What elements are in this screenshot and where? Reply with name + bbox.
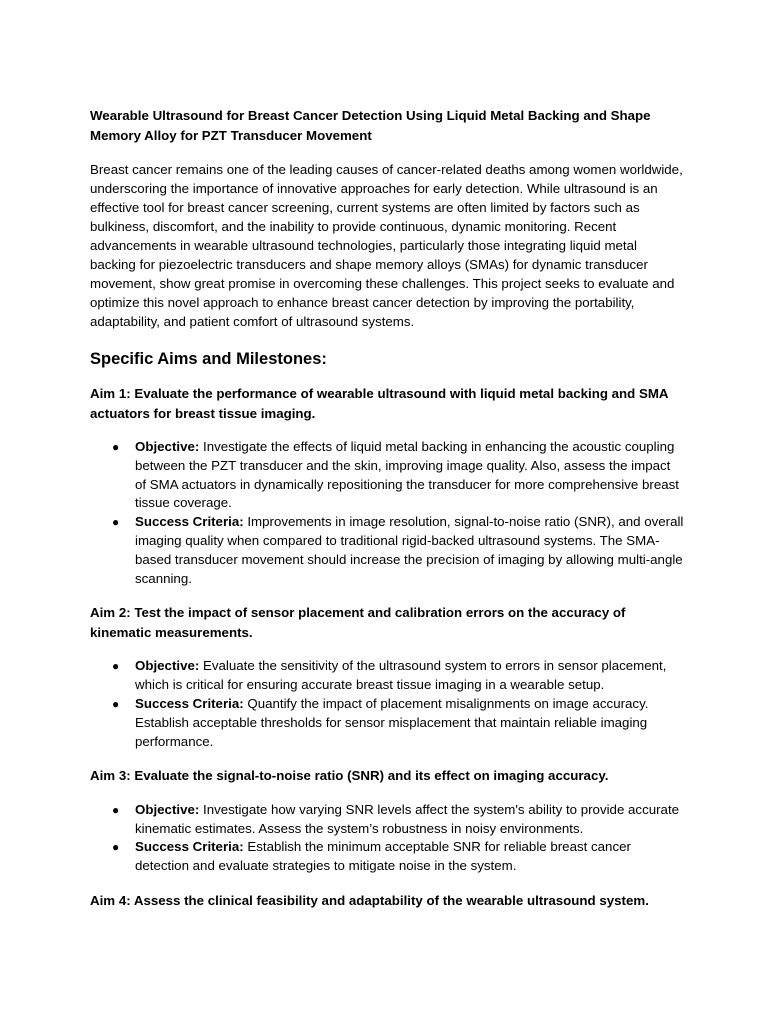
item-label: Objective: — [135, 658, 200, 674]
item-text: Quantify the impact of placement misalignments on image accuracy. Establish acceptable thresholds for sensor misplacement that maintain reliable imaging performance. — [135, 695, 649, 749]
aim-heading: Aim 2: Test the impact of sensor placement and calibration errors on the accuracy of kinematic measurements. — [90, 605, 626, 640]
aim-heading: Aim 3: Evaluate the signal-to-noise ratio (SNR) and its effect on imaging accuracy. — [90, 768, 609, 784]
section-heading: Specific Aims and Milestones: — [90, 350, 327, 368]
aim-bullet-list — [90, 801, 685, 876]
document-title: Wearable Ultrasound for Breast Cancer Detection Using Liquid Metal Backing and Shape Memory Alloy for PZT Transducer Movement — [90, 108, 651, 143]
aim-heading: Aim 1: Evaluate the performance of wearable ultrasound with liquid metal backing and SMA actuators for breast tissue imaging. — [90, 386, 669, 421]
list-item — [90, 513, 685, 588]
list-item — [90, 801, 685, 839]
bullet-icon: ● — [112, 840, 120, 855]
item-text: Establish the minimum acceptable SNR for reliable breast cancer detection and evaluate strategies to mitigate noise in the system. — [135, 839, 631, 874]
list-item — [90, 695, 685, 751]
document-page — [90, 106, 685, 926]
bullet-icon: ● — [112, 659, 120, 674]
aim-bullet-list — [90, 657, 685, 751]
bullet-icon: ● — [112, 440, 120, 454]
item-text: Improvements in image resolution, signal-to-noise ratio (SNR), and overall imaging quality when compared to traditional rigid-backed ultrasound systems. The SMA-based transducer movement should increase the precision of imaging by allowing multi-angle scanning. — [135, 514, 684, 586]
bullet-icon: ● — [112, 802, 120, 817]
item-label: Success Criteria: — [135, 839, 244, 855]
intro-paragraph: Breast cancer remains one of the leading causes of cancer-related deaths among women worldwide, underscoring the importance of innovative approaches for early detection. While ultrasound is an effective tool for breast cancer screening, current systems are often limited by factors such as bulkiness, discomfort, and the inability to provide continuous, dynamic monitoring. Recent advancements in wearable ultrasound technologies, particularly those integrating liquid metal backing for piezoelectric transducers and shape memory alloys (SMAs) for dynamic transducer movement, show great promise in overcoming these challenges. This project seeks to evaluate and optimize this novel approach to enhance breast cancer detection by improving the portability, adaptability, and patient comfort of ultrasound systems. — [90, 162, 683, 329]
bullet-icon: ● — [112, 696, 120, 711]
item-label: Objective: — [135, 801, 200, 817]
item-text: Investigate the effects of liquid metal backing in enhancing the acoustic coupling between the PZT transducer and the skin, improving image quality. Also, assess the impact of SMA actuators in dynamically repositioning the transducer for more comprehensive breast tissue coverage. — [135, 439, 679, 511]
item-label: Success Criteria: — [135, 514, 244, 530]
aim-heading: Aim 4: Assess the clinical feasibility and adaptability of the wearable ultrasound system. — [90, 893, 649, 909]
item-label: Objective: — [135, 439, 200, 454]
item-label: Success Criteria: — [135, 695, 244, 711]
item-text: Evaluate the sensitivity of the ultrasound system to errors in sensor placement, which is critical for ensuring accurate breast tissue imaging in a wearable setup. — [135, 658, 667, 693]
aim-bullet-list — [90, 438, 685, 588]
list-item — [90, 838, 685, 876]
item-text: Investigate how varying SNR levels affect the system's ability to provide accurate kinematic estimates. Assess the system’s robustness in noisy environments. — [135, 801, 680, 836]
list-item — [90, 657, 685, 695]
list-item — [90, 438, 685, 513]
aims-section — [90, 384, 685, 911]
bullet-icon: ● — [112, 515, 120, 530]
